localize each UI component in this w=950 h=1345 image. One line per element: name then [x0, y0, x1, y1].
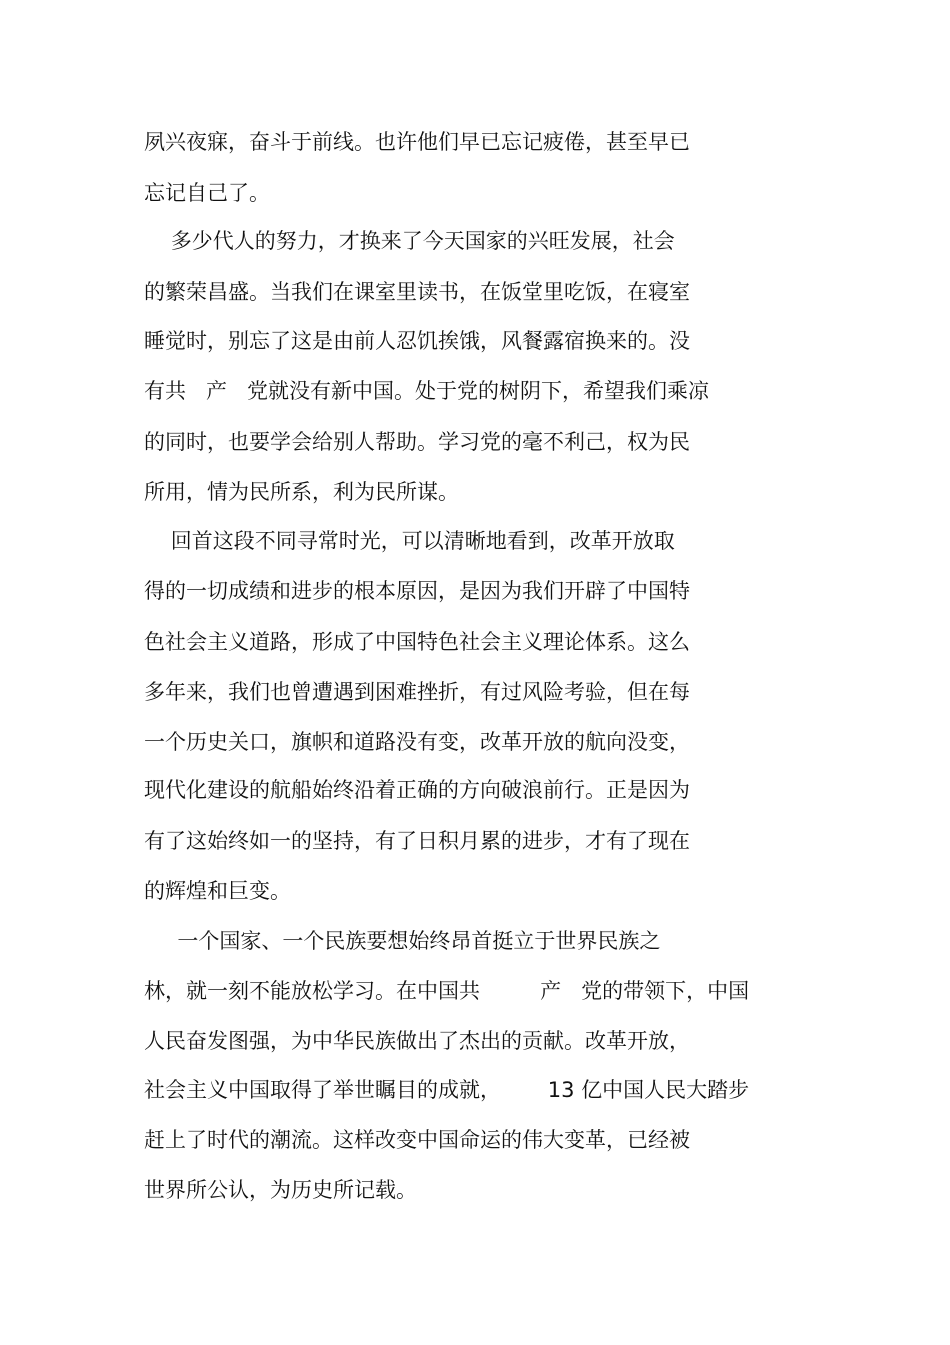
text-line: 的同时，也要学会给别人帮助。学习党的毫不利己，权为民 — [144, 430, 690, 454]
text-line: 忘记自己了。 — [144, 181, 270, 205]
text-line: 现代化建设的航船始终沿着正确的方向破浪前行。正是因为 — [144, 778, 690, 802]
text-line: 多年来，我们也曾遭遇到困难挫折，有过风险考验，但在每 — [144, 680, 690, 704]
text-line: 林，就一刻不能放松学习。在中国共 产 党的带领下，中国 — [144, 979, 750, 1003]
text-line: 有了这始终如一的坚持，有了日积月累的进步，才有了现在 — [144, 829, 690, 853]
text-line: 一个历史关口，旗帜和道路没有变，改革开放的航向没变， — [144, 730, 690, 754]
text-line: 社会主义中国取得了举世瞩目的成就， 13 亿中国人民大踏步 — [144, 1078, 750, 1102]
text-line: 的辉煌和巨变。 — [144, 879, 291, 903]
text-line: 赶上了时代的潮流。这样改变中国命运的伟大变革，已经被 — [144, 1128, 690, 1152]
text-line: 所用，情为民所系，利为民所谋。 — [144, 480, 459, 504]
text-line: 多少代人的努力，才换来了今天国家的兴旺发展，社会 — [144, 229, 675, 253]
text-line: 色社会主义道路，形成了中国特色社会主义理论体系。这么 — [144, 630, 690, 654]
text-line: 有共 产 党就没有新中国。处于党的树阴下，希望我们乘凉 — [144, 379, 710, 403]
text-line: 睡觉时，别忘了这是由前人忍饥挨饿，风餐露宿换来的。没 — [144, 329, 690, 353]
text-line: 人民奋发图强，为中华民族做出了杰出的贡献。改革开放， — [144, 1029, 690, 1053]
text-line: 一个国家、一个民族要想始终昂首挺立于世界民族之 — [144, 929, 661, 953]
text-line: 世界所公认，为历史所记载。 — [144, 1178, 417, 1202]
text-line: 回首这段不同寻常时光，可以清晰地看到，改革开放取 — [144, 529, 675, 553]
text-line: 的繁荣昌盛。当我们在课室里读书，在饭堂里吃饭，在寝室 — [144, 280, 690, 304]
text-line: 得的一切成绩和进步的根本原因，是因为我们开辟了中国特 — [144, 579, 690, 603]
text-line: 夙兴夜寐，奋斗于前线。也许他们早已忘记疲倦，甚至早已 — [144, 130, 690, 154]
